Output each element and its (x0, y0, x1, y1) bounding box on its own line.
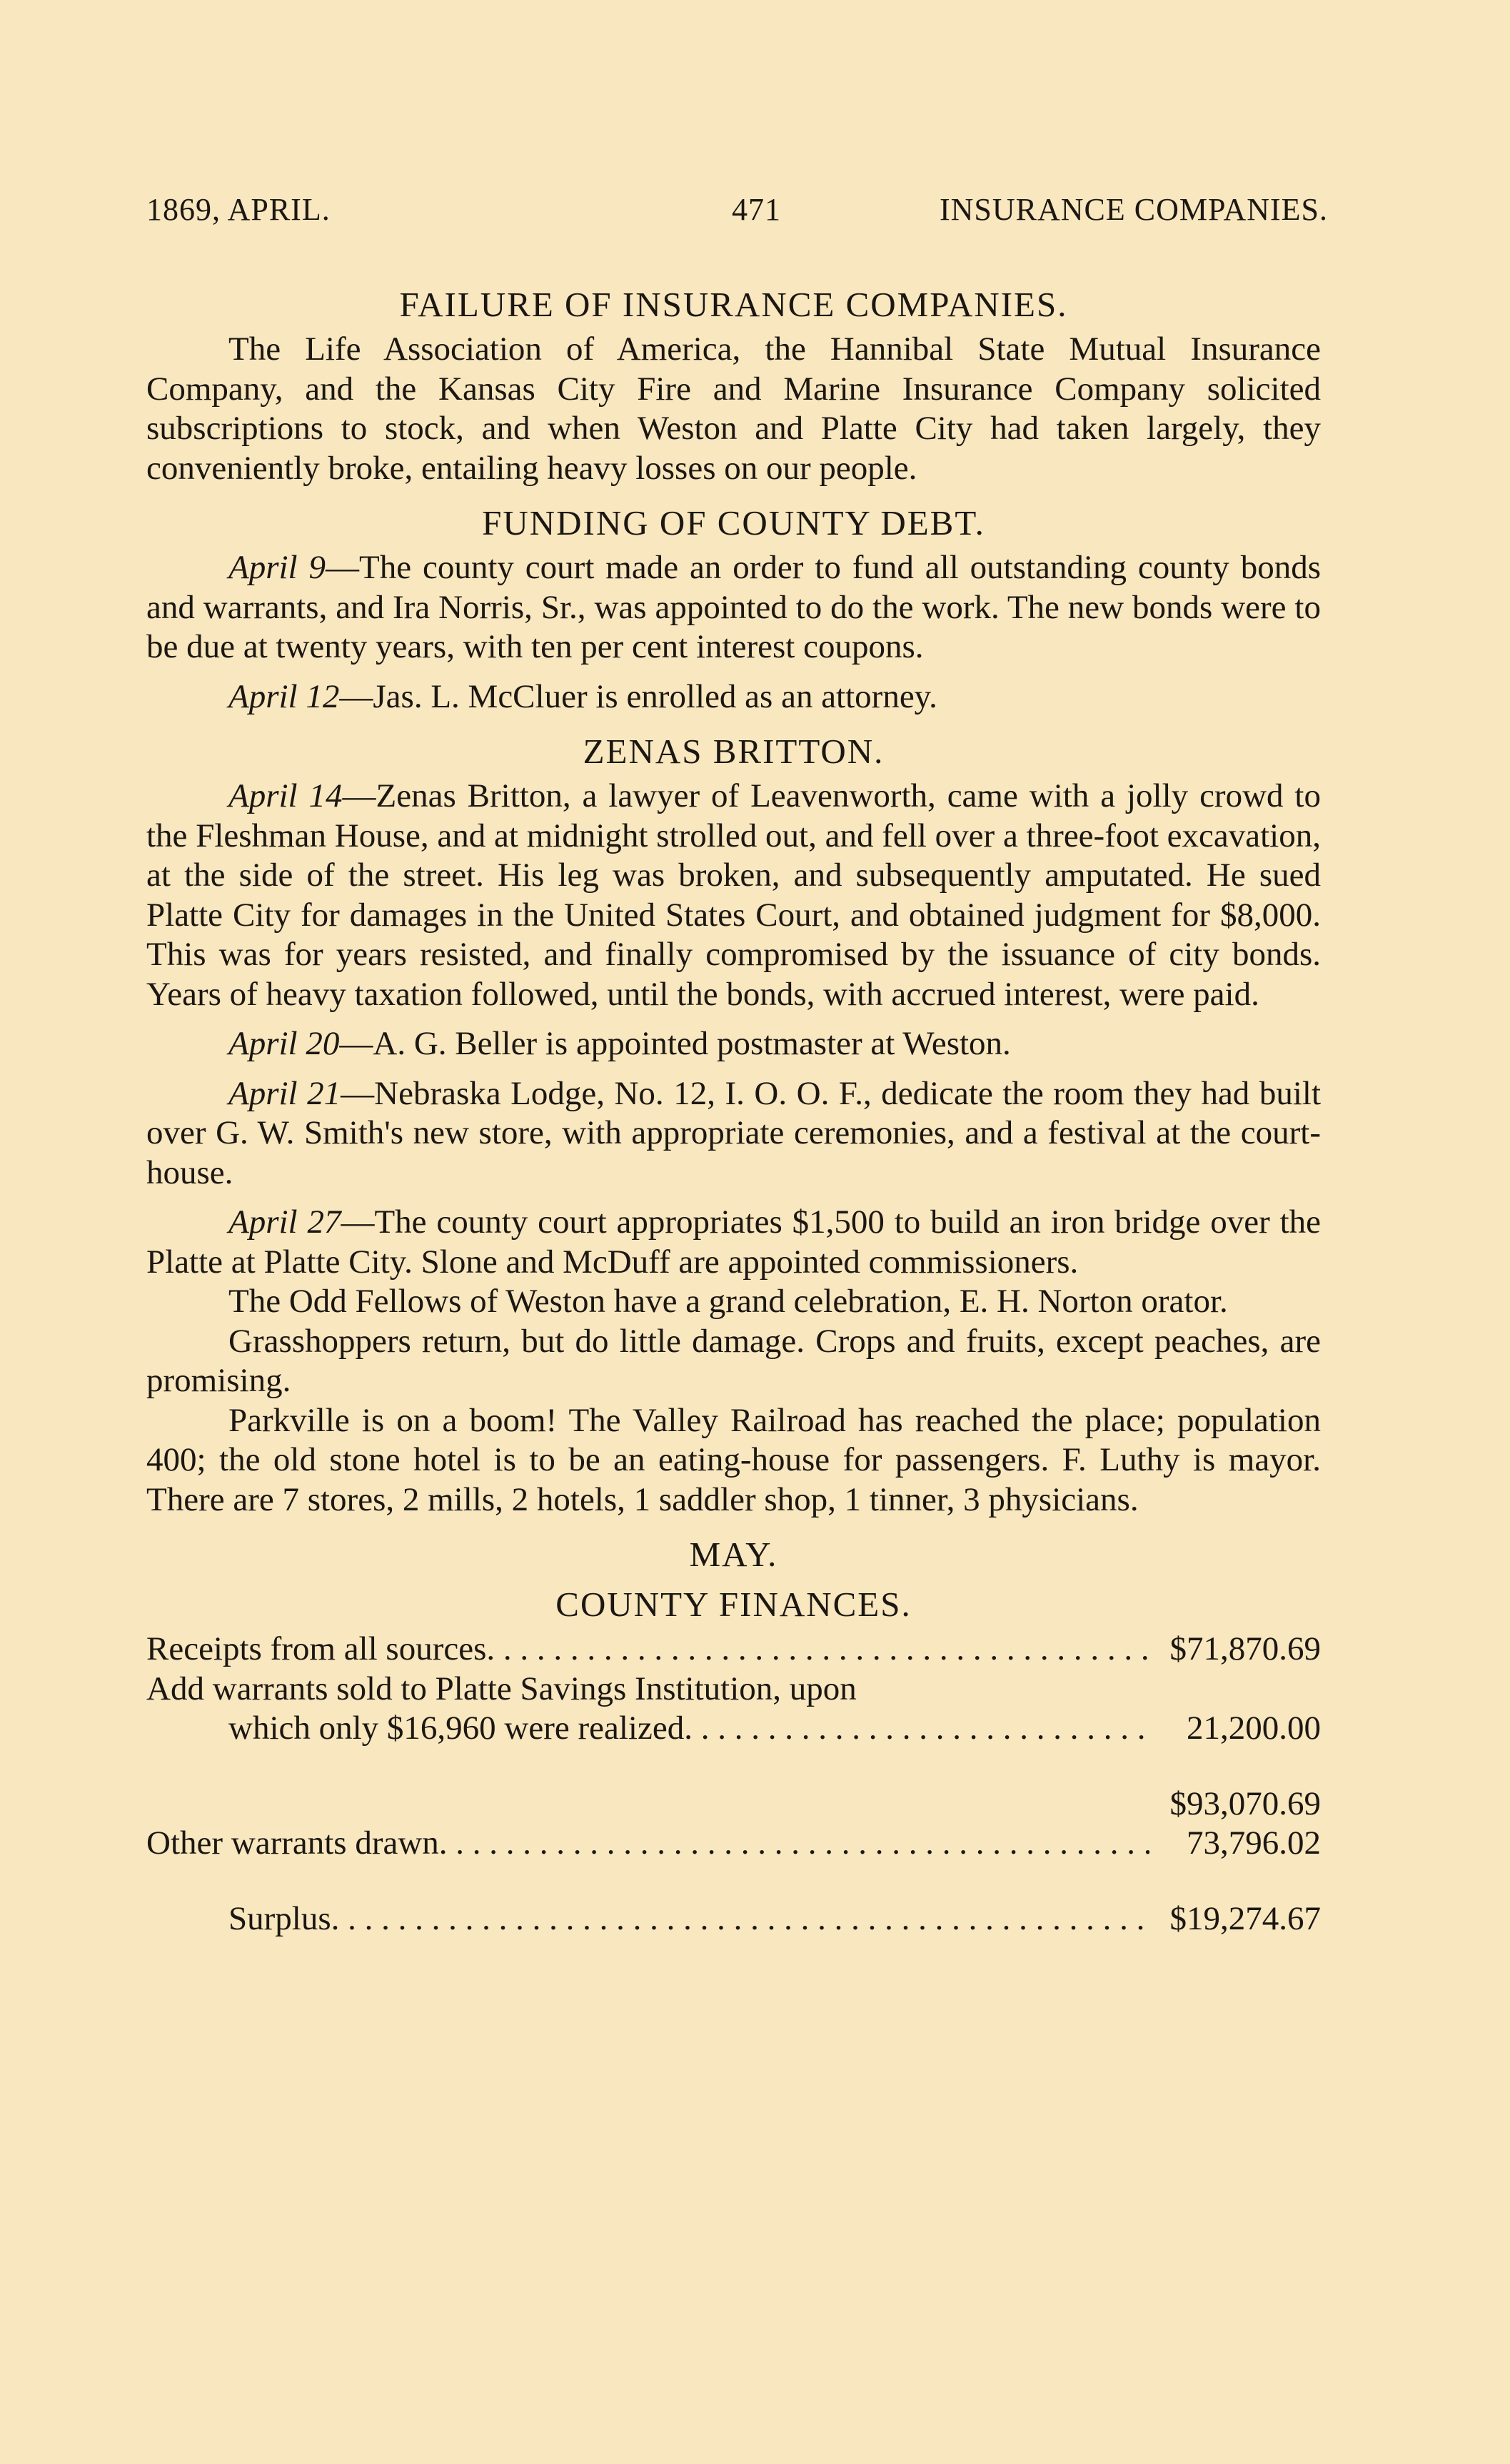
leader-dots (684, 1709, 1149, 1749)
leader-dots (486, 1630, 1149, 1670)
entry-text: —The county court made an order to fund all outstanding county bonds and warrants, and Ira Norris, Sr., was appointed to do the work. The new bonds were to be due at twenty years, with ten per cent interest coupons. (146, 549, 1321, 665)
entry-date: April 9 (228, 549, 326, 586)
entry-april-20 (146, 1024, 1321, 1064)
entry-text: —Jas. L. McCluer is enrolled as an attorney. (339, 677, 937, 715)
finance-label: Surplus (228, 1899, 331, 1937)
finance-row-warrants-sold-line2 (146, 1709, 1321, 1749)
entry-text: —Nebraska Lodge, No. 12, I. O. O. F., dedicate the room they had built over G. W. Smith's new store, with appropriate ceremonies, and a festival at the court-house. (146, 1074, 1322, 1191)
header-section-title: INSURANCE COMPANIES. (939, 192, 1328, 227)
page-body (146, 280, 1321, 1939)
entry-date: April 21 (228, 1074, 341, 1112)
finance-label: Other warrants drawn (146, 1824, 439, 1862)
paragraph-grasshoppers: Grasshoppers return, but do little damage. Crops and fruits, except peaches, are promising. (146, 1322, 1321, 1399)
entry-april-12 (146, 677, 1321, 717)
heading-britton: ZENAS BRITTON. (583, 732, 885, 771)
header-date: 1869, APRIL. (146, 192, 331, 227)
heading-county-finances: COUNTY FINANCES. (555, 1585, 912, 1624)
entry-date: April 20 (228, 1025, 340, 1062)
paragraph-odd-fellows: The Odd Fellows of Weston have a grand celebration, E. H. Norton orator. (228, 1283, 1228, 1320)
finance-label: Add warrants sold to Platte Savings Institution, upon (146, 1670, 857, 1707)
paragraph-parkville: Parkville is on a boom! The Valley Railroad has reached the place; population 400; the old stone hotel is to be an eating-house for passengers. F. Luthy is mayor. There are 7 stores, 2 mills, 2 hotels, 1 saddler shop, 1 tinner, 3 physicians. (146, 1401, 1321, 1518)
finance-row-surplus (146, 1899, 1321, 1939)
finance-amount: 21,200.00 (1187, 1710, 1321, 1747)
entry-date: April 14 (228, 777, 343, 814)
running-header (146, 191, 1328, 237)
spacer (146, 1864, 1321, 1899)
finance-amount: $71,870.69 (1169, 1630, 1321, 1667)
entry-april-14 (146, 777, 1321, 1014)
entry-text: —The county court appropriates $1,500 to build an iron bridge over the Platte at Platte City. Slone and McDuff are appointed commissioners. (146, 1203, 1321, 1281)
leader-dots (439, 1824, 1149, 1864)
entry-date: April 12 (228, 677, 340, 715)
entry-text: —A. G. Beller is appointed postmaster at Weston. (339, 1025, 1011, 1062)
finance-amount: 73,796.02 (1187, 1824, 1321, 1862)
leader-dots (331, 1899, 1149, 1939)
entry-date: April 27 (228, 1203, 341, 1241)
finance-label: Receipts from all sources (146, 1630, 487, 1667)
paragraph-failure: The Life Association of America, the Hannibal State Mutual Insurance Company, and the Kansas City Fire and Marine Insurance Company solicited subscriptions to stock, and when Weston and Platte City had taken largely, they conveniently broke, entailing heavy losses on our people. (146, 330, 1321, 487)
heading-failure: FAILURE OF INSURANCE COMPANIES. (399, 285, 1068, 324)
entry-text: —Zenas Britton, a lawyer of Leavenworth, came with a jolly crowd to the Fleshman House, and at midnight strolled out, and fell over a three-foot excavation, at the side of the street. His leg was broken, and subsequently amputated. He sued Platte City for damages in the United States Court, and obtained judgment for $8,000. This was for years resisted, and finally compromised by the issuance of city bonds. Years of heavy taxation followed, until the bonds, with accrued interest, were paid. (146, 777, 1321, 1013)
finance-row-warrants-sold-line1 (146, 1670, 1321, 1710)
entry-april-9 (146, 548, 1321, 667)
finance-subtotal: $93,070.69 (1169, 1784, 1321, 1822)
finance-row-other-warrants (146, 1824, 1321, 1864)
entry-april-27 (146, 1203, 1321, 1282)
finances-table (146, 1630, 1321, 1939)
finance-row-receipts (146, 1630, 1321, 1670)
heading-funding: FUNDING OF COUNTY DEBT. (482, 503, 985, 542)
finance-amount: $19,274.67 (1169, 1899, 1321, 1937)
entry-april-21 (146, 1074, 1321, 1193)
heading-may: MAY. (689, 1535, 778, 1574)
finance-label: which only $16,960 were realized (228, 1710, 685, 1747)
page-number: 471 (732, 192, 781, 227)
